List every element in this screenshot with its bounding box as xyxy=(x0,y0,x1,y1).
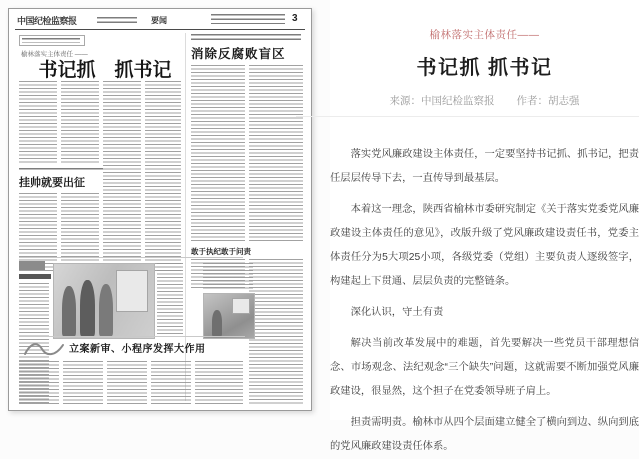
photo-window-shape xyxy=(232,298,250,314)
article-title: 书记抓 抓书记 xyxy=(416,57,553,79)
newspaper-text-column xyxy=(19,361,59,405)
photo-figure-shape xyxy=(80,280,95,336)
newspaper-main-headline: 书记抓 抓书记 xyxy=(38,60,172,81)
article-kicker: 榆林落实主体责任—— xyxy=(429,29,540,41)
newspaper-right-kicker-lines xyxy=(191,34,301,41)
newspaper-column-label xyxy=(19,261,45,270)
newspaper-notice-lines xyxy=(22,38,80,43)
newspaper-text-column xyxy=(195,361,243,405)
newspaper-text-column xyxy=(19,193,57,271)
article-paragraph: 落实党风廉政建设主体责任，一定要坚持书记抓、抓书记，把责任层层传导下去，一直传导到最基层。 xyxy=(330,149,639,184)
newspaper-edition-lines xyxy=(211,14,285,25)
article-author: 作者：胡志强 xyxy=(516,95,580,107)
newspaper-masthead: 中国纪检监察报 xyxy=(17,16,77,26)
article-body xyxy=(330,143,639,459)
newspaper-right-headline: 消除反腐败盲区 xyxy=(191,47,286,61)
newspaper-section-rule xyxy=(19,336,245,337)
article-paragraph: 本着这一理念，陕西省榆林市委研究制定《关于落实党委党风廉政建设主体责任的意见》，改版升级了党风廉政建设责任书，党委主体责任分为5大项25小项，各级党委（党组）主要负责人逐级签字，构建起上下贯通、层层负责的完整链条。 xyxy=(330,204,639,287)
signature-mark xyxy=(23,340,65,358)
newspaper-page[interactable] xyxy=(8,8,312,411)
newspaper-text-column xyxy=(145,81,181,271)
article-panel xyxy=(330,0,639,452)
article-meta xyxy=(330,93,639,108)
newspaper-section-label: 要闻 xyxy=(151,16,167,25)
newspaper-mid-headline: 挂帅就要出征 xyxy=(19,177,85,189)
newspaper-photo-meeting xyxy=(203,293,255,339)
newspaper-text-column xyxy=(19,81,57,165)
newspaper-text-column xyxy=(61,193,99,271)
newspaper-mid-kicker-lines xyxy=(19,168,103,171)
article-source: 来源：中国纪检监察报 xyxy=(389,95,495,107)
newspaper-notice-box xyxy=(19,35,85,46)
newspaper-text-column xyxy=(191,65,245,241)
photo-figure-shape xyxy=(99,284,113,336)
newspaper-text-column xyxy=(103,81,141,271)
newspaper-text-column xyxy=(151,361,191,405)
newspaper-text-column xyxy=(249,65,303,241)
newspaper-photo-people xyxy=(53,263,155,339)
newspaper-bottom-headline: 立案新审、小程序发挥大作用 xyxy=(69,344,206,355)
reader-divider xyxy=(296,116,639,117)
newspaper-text-column xyxy=(203,263,253,289)
newspaper-sub-headline: 敢于执纪敢于问责 xyxy=(191,247,251,256)
newspaper-section-rule xyxy=(19,257,243,258)
photo-board-shape xyxy=(116,270,148,312)
newspaper-text-column xyxy=(107,361,147,405)
newspaper-article-kicker: 榆林落实主体责任 —— xyxy=(21,51,88,58)
photo-figure-shape xyxy=(62,286,76,336)
photo-figure-shape xyxy=(212,310,222,336)
article-subhead: 深化认识，守土有责 xyxy=(350,307,444,318)
newspaper-text-column xyxy=(61,81,99,165)
article-paragraph: 解决当前改革发展中的难题，首先要解决一些党员干部理想信念、市场观念、法纪观念“三个缺失”问题，这就需要不断加强党风廉政建设，很显然，这个担子在党委领导班子肩上。 xyxy=(330,338,639,397)
article-paragraph: 担责需明责。榆林市从四个层面建立健全了横向到边、纵向到底的党风廉政建设责任体系。 xyxy=(330,417,639,452)
newspaper-small-headline-bar xyxy=(19,274,51,279)
newspaper-text-column xyxy=(249,259,303,405)
newspaper-text-column xyxy=(63,361,103,405)
newspaper-header-rule xyxy=(15,29,305,30)
newspaper-page-number: 3 xyxy=(292,13,298,24)
newspaper-date-lines xyxy=(97,17,137,23)
newspaper-text-column xyxy=(157,263,183,337)
